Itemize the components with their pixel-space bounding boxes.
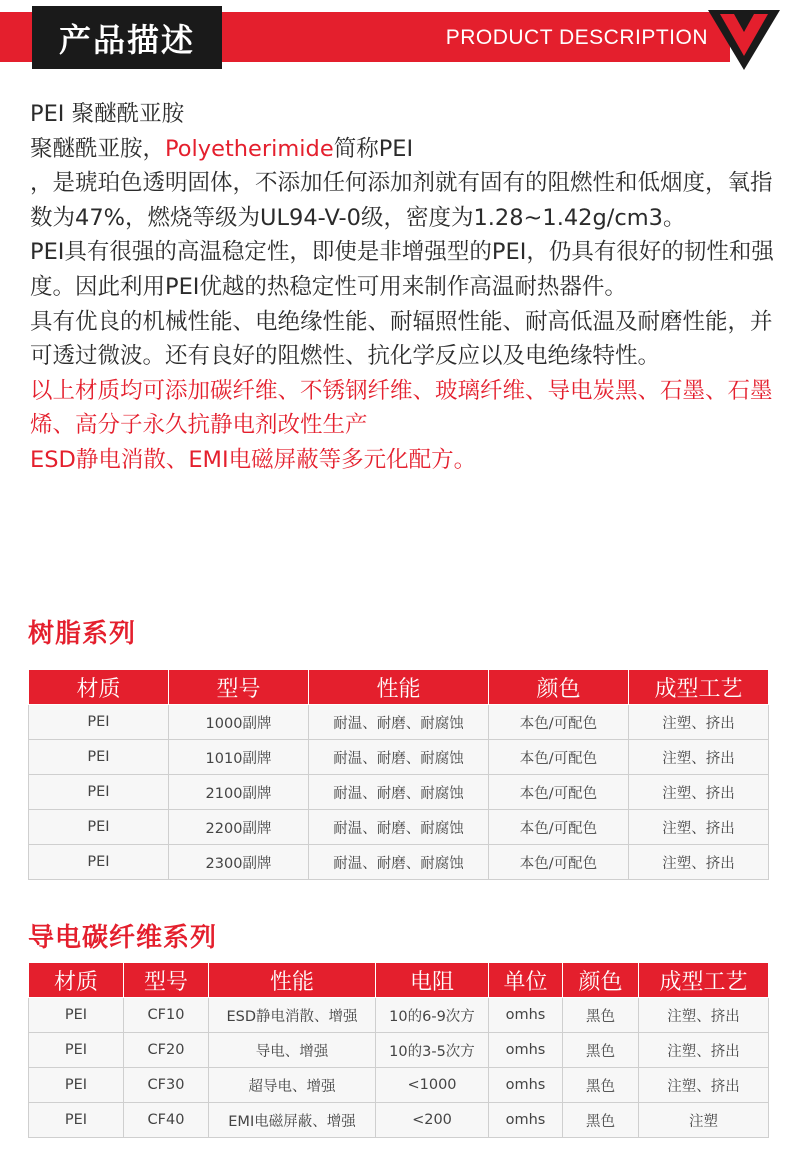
- table-cell: ESD静电消散、增强: [209, 998, 376, 1033]
- carbon-table: [28, 962, 769, 1138]
- table-cell: 导电、增强: [209, 1033, 376, 1068]
- table-cell: PEI: [29, 775, 169, 810]
- table-cell: CF10: [124, 998, 209, 1033]
- product-description: [30, 97, 775, 478]
- carbon-table-header: [29, 963, 769, 998]
- table-cell: 注塑、挤出: [629, 845, 769, 880]
- table-row: [29, 740, 769, 775]
- table-cell: 本色/可配色: [489, 845, 629, 880]
- table-cell: 黑色: [563, 1068, 639, 1103]
- table-cell: 本色/可配色: [489, 810, 629, 845]
- table-cell: 耐温、耐磨、耐腐蚀: [309, 740, 489, 775]
- table-cell: 黑色: [563, 998, 639, 1033]
- desc-red-1: 以上材质均可添加碳纤维、不锈钢纤维、玻璃纤维、导电炭黑、石墨、石墨烯、高分子永久抗静电剂改性生产: [30, 377, 773, 439]
- table-cell: 1010副牌: [169, 740, 309, 775]
- desc-line-2-suffix: 简称PEI: [333, 135, 414, 162]
- table-cell: 本色/可配色: [489, 705, 629, 740]
- table-cell: 耐温、耐磨、耐腐蚀: [309, 810, 489, 845]
- table-cell: 注塑、挤出: [629, 705, 769, 740]
- desc-line-2-highlight: Polyetherimide: [165, 135, 334, 162]
- table-cell: CF20: [124, 1033, 209, 1068]
- table-cell: 注塑、挤出: [639, 998, 769, 1033]
- carbon-header-cell: 性能: [209, 963, 376, 998]
- table-cell: <1000: [376, 1068, 489, 1103]
- table-cell: 超导电、增强: [209, 1068, 376, 1103]
- table-cell: 注塑、挤出: [639, 1068, 769, 1103]
- table-cell: 注塑、挤出: [639, 1033, 769, 1068]
- table-cell: PEI: [29, 1068, 124, 1103]
- desc-line-1: PEI 聚醚酰亚胺: [30, 101, 185, 127]
- desc-line-2-prefix: 聚醚酰亚胺，: [30, 135, 166, 162]
- desc-para-3: 具有优良的机械性能、电绝缘性能、耐辐照性能、耐高低温及耐磨性能，并可透过微波。还有良好的阻燃性、抗化学反应以及电绝缘特性。: [30, 308, 773, 370]
- table-cell: 耐温、耐磨、耐腐蚀: [309, 775, 489, 810]
- resin-header-cell: 成型工艺: [629, 670, 769, 705]
- table-row: [29, 705, 769, 740]
- table-row: [29, 845, 769, 880]
- table-cell: 注塑、挤出: [629, 775, 769, 810]
- table-cell: 注塑、挤出: [629, 740, 769, 775]
- desc-red-2: ESD静电消散、EMI电磁屏蔽等多元化配方。: [30, 446, 477, 473]
- table-cell: 2300副牌: [169, 845, 309, 880]
- table-row: [29, 810, 769, 845]
- table-cell: 黑色: [563, 1033, 639, 1068]
- table-cell: PEI: [29, 810, 169, 845]
- carbon-header-cell: 型号: [124, 963, 209, 998]
- table-cell: 注塑: [639, 1103, 769, 1138]
- table-cell: 10的3-5次方: [376, 1033, 489, 1068]
- table-cell: 10的6-9次方: [376, 998, 489, 1033]
- resin-table-header: [29, 670, 769, 705]
- table-cell: omhs: [489, 1068, 563, 1103]
- table-row: [29, 775, 769, 810]
- table-row: [29, 1033, 769, 1068]
- table-cell: 耐温、耐磨、耐腐蚀: [309, 845, 489, 880]
- resin-header-cell: 性能: [309, 670, 489, 705]
- table-cell: <200: [376, 1103, 489, 1138]
- resin-header-cell: 颜色: [489, 670, 629, 705]
- table-cell: PEI: [29, 845, 169, 880]
- table-cell: PEI: [29, 705, 169, 740]
- table-cell: 注塑、挤出: [629, 810, 769, 845]
- table-cell: 2100副牌: [169, 775, 309, 810]
- carbon-header-cell: 颜色: [563, 963, 639, 998]
- table-cell: EMI电磁屏蔽、增强: [209, 1103, 376, 1138]
- table-cell: 本色/可配色: [489, 775, 629, 810]
- carbon-header-cell: 材质: [29, 963, 124, 998]
- table-cell: CF30: [124, 1068, 209, 1103]
- table-cell: omhs: [489, 1033, 563, 1068]
- page-title-en: PRODUCT DESCRIPTION: [445, 26, 708, 49]
- table-row: [29, 998, 769, 1033]
- header-banner: [0, 0, 800, 75]
- resin-section-title: 树脂系列: [28, 619, 137, 649]
- desc-para-1: ，是琥珀色透明固体，不添加任何添加剂就有固有的阻燃性和低烟度，氧指数为47%，燃烧等级为UL94-V-0级，密度为1.28~1.42g/cm3。: [30, 170, 773, 231]
- red-v-chevron-icon: [708, 10, 780, 70]
- carbon-section-title: 导电碳纤维系列: [28, 923, 218, 953]
- desc-line-2: [30, 132, 775, 167]
- table-cell: CF40: [124, 1103, 209, 1138]
- resin-header-cell: 型号: [169, 670, 309, 705]
- carbon-header-cell: 成型工艺: [639, 963, 769, 998]
- table-cell: 黑色: [563, 1103, 639, 1138]
- table-cell: PEI: [29, 1103, 124, 1138]
- table-cell: 2200副牌: [169, 810, 309, 845]
- table-cell: omhs: [489, 1103, 563, 1138]
- carbon-header-cell: 单位: [489, 963, 563, 998]
- resin-table: [28, 669, 769, 880]
- table-cell: PEI: [29, 1033, 124, 1068]
- table-cell: omhs: [489, 998, 563, 1033]
- table-cell: 耐温、耐磨、耐腐蚀: [309, 705, 489, 740]
- table-row: [29, 1103, 769, 1138]
- resin-header-cell: 材质: [29, 670, 169, 705]
- table-cell: PEI: [29, 998, 124, 1033]
- table-cell: 1000副牌: [169, 705, 309, 740]
- table-row: [29, 1068, 769, 1103]
- page-title: 产品描述: [32, 6, 222, 69]
- carbon-header-cell: 电阻: [376, 963, 489, 998]
- table-cell: 本色/可配色: [489, 740, 629, 775]
- table-cell: PEI: [29, 740, 169, 775]
- desc-para-2: PEI具有很强的高温稳定性，即使是非增强型的PEI，仍具有很好的韧性和强度。因此利用PEI优越的热稳定性可用来制作高温耐热器件。: [30, 239, 774, 300]
